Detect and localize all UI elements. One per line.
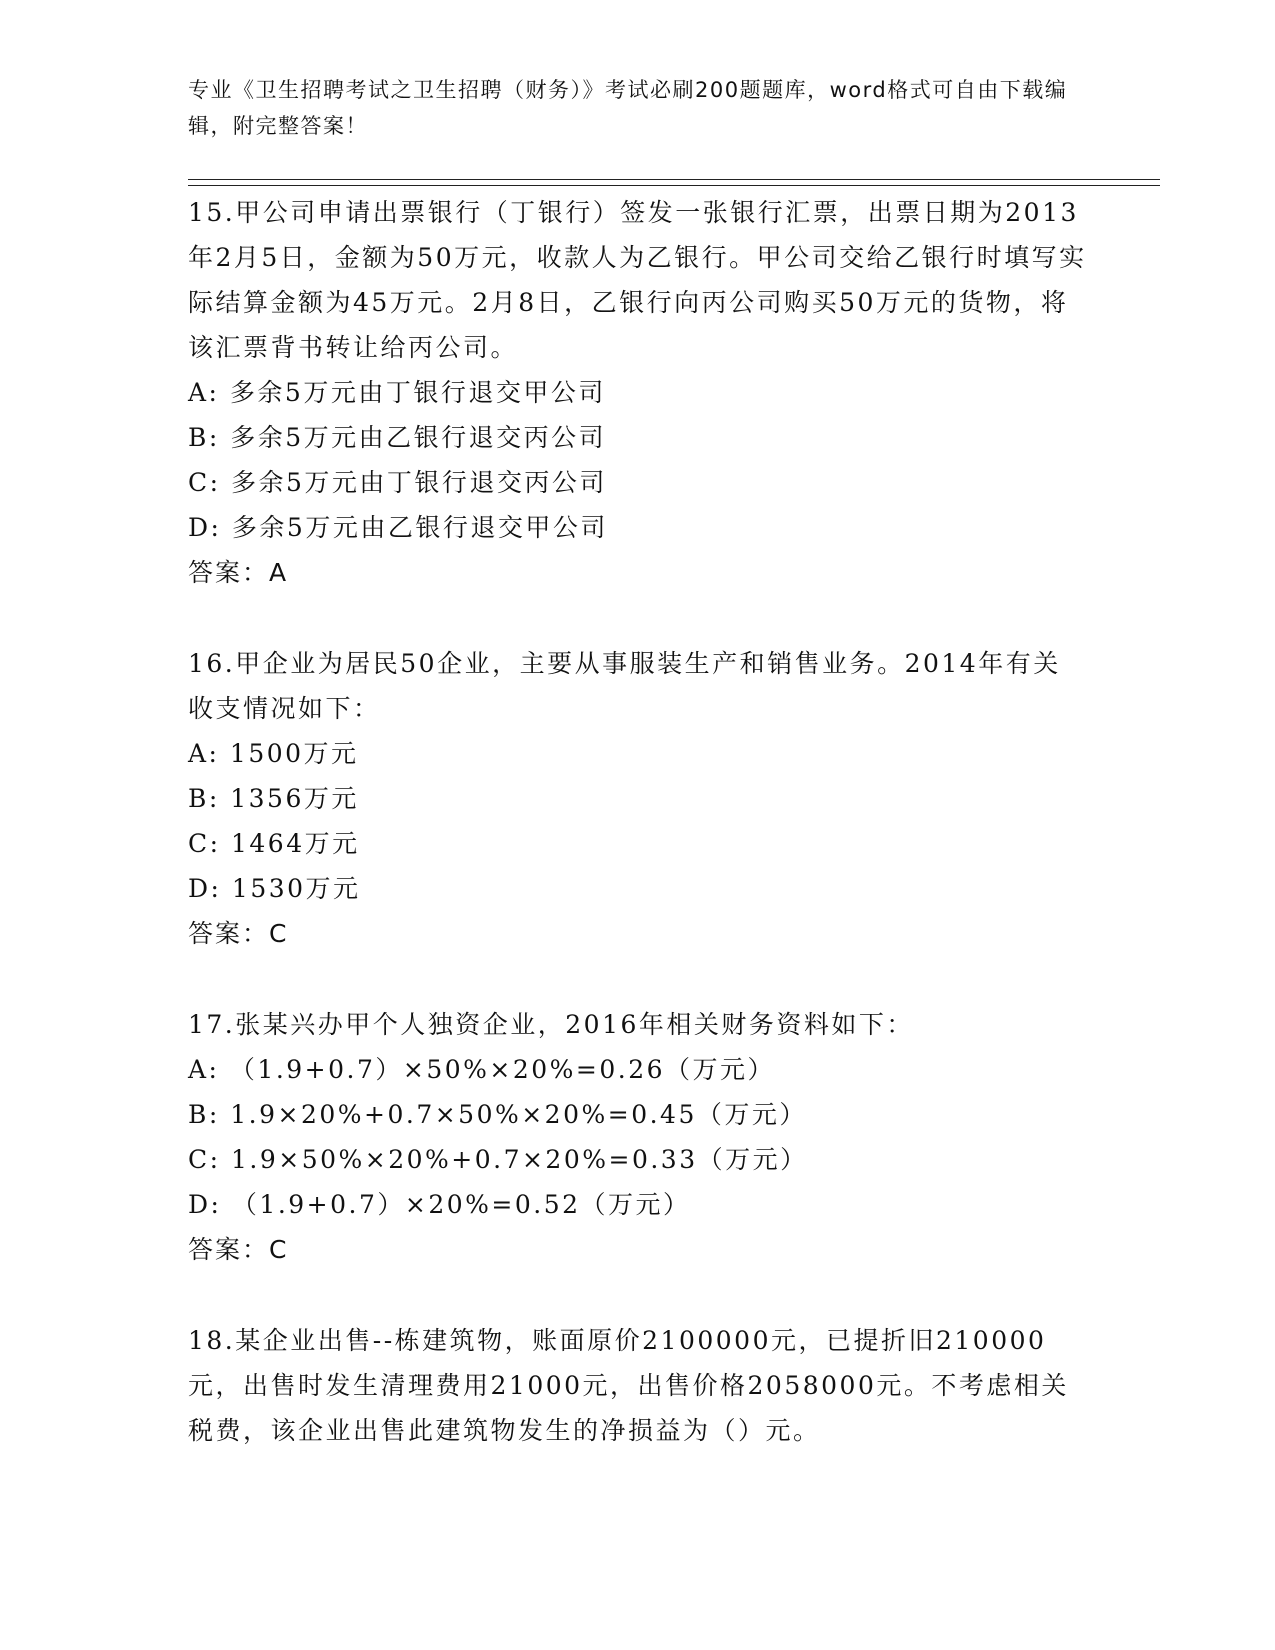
question-16	[188, 641, 1088, 956]
document-header: 专业《卫生招聘考试之卫生招聘（财务）》考试必刷200题题库，word格式可自由下载编辑，附完整答案！	[188, 78, 1068, 138]
option-b: B: 多余5万元由乙银行退交丙公司	[188, 423, 607, 452]
option-c: C: 多余5万元由丁银行退交丙公司	[188, 468, 607, 497]
question-list	[188, 190, 1088, 1453]
option-b: B: 1.9×20%+0.7×50%×20%=0.45（万元）	[188, 1100, 807, 1129]
question-text: 15.甲公司申请出票银行（丁银行）签发一张银行汇票，出票日期为2013年2月5日，金额为50万元，收款人为乙银行。甲公司交给乙银行时填写实际结算金额为45万元。2月8日，乙银行向丙公司购买50万元的货物，将该汇票背书转让给丙公司。	[188, 198, 1087, 362]
question-text: 16.甲企业为居民50企业，主要从事服装生产和销售业务。2014年有关收支情况如下：	[188, 649, 1061, 723]
option-d: D: （1.9+0.7）×20%=0.52（万元）	[188, 1190, 691, 1219]
option-d: D: 1530万元	[188, 874, 361, 903]
option-a: A: 1500万元	[188, 739, 359, 768]
question-15	[188, 190, 1088, 595]
question-17	[188, 1002, 1088, 1272]
option-b: B: 1356万元	[188, 784, 359, 813]
question-text: 18.某企业出售--栋建筑物，账面原价2100000元，已提折旧210000元，出售时发生清理费用21000元，出售价格2058000元。不考虑相关税费，该企业出售此建筑物发生的净损益为（）元。	[188, 1326, 1069, 1445]
question-18	[188, 1318, 1088, 1453]
option-c: C: 1.9×50%×20%+0.7×20%=0.33（万元）	[188, 1145, 808, 1174]
answer-line: 答案：C	[188, 919, 289, 948]
question-text: 17.张某兴办甲个人独资企业，2016年相关财务资料如下：	[188, 1010, 914, 1039]
header-divider-top	[188, 179, 1160, 180]
answer-line: 答案：C	[188, 1235, 289, 1264]
answer-line: 答案：A	[188, 558, 289, 587]
option-c: C: 1464万元	[188, 829, 360, 858]
option-a: A: （1.9+0.7）×50%×20%=0.26（万元）	[188, 1055, 776, 1084]
option-d: D: 多余5万元由乙银行退交甲公司	[188, 513, 608, 542]
option-a: A: 多余5万元由丁银行退交甲公司	[188, 378, 606, 407]
header-divider-bottom	[188, 185, 1160, 186]
